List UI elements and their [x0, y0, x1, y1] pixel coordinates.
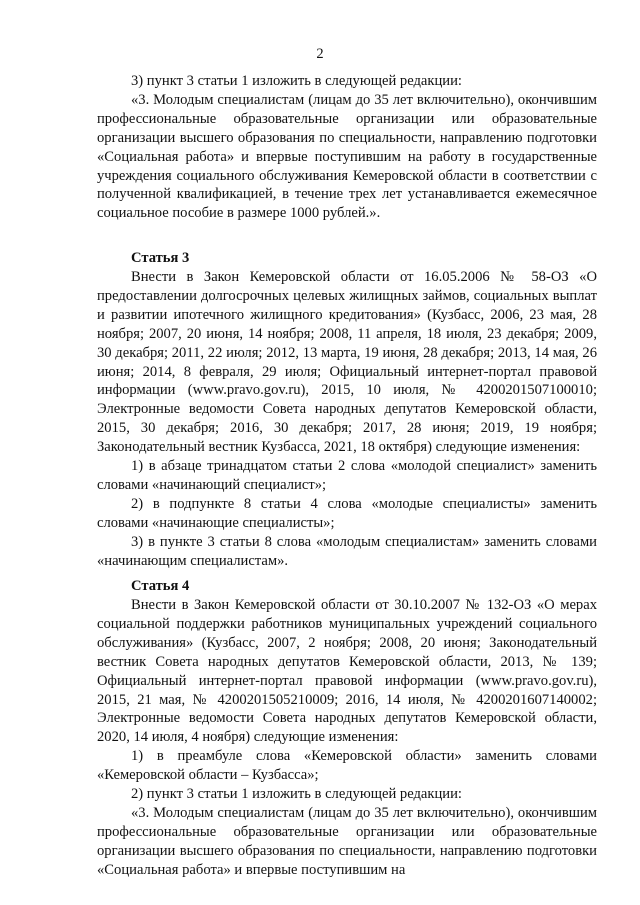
article-heading: Статья 4: [131, 578, 190, 594]
paragraph: 2) в подпункте 8 статьи 4 слова «молодые специалисты» заменить словами «начинающие специалисты»;: [97, 495, 597, 531]
paragraph: 2) пункт 3 статьи 1 изложить в следующей редакции:: [131, 786, 462, 803]
section-article-4: [97, 577, 597, 880]
paragraph: Внести в Закон Кемеровской области от 30.10.2007 № 132-ОЗ «О мерах социальной поддержки работников муниципальных учреждений социального обслуживания» (Кузбасс, 2007, 2 ноября; 2008, 20 июня; Законодательный вестник Совета народных депутатов Кемеровской области, 2013, № 139; Официальный интернет-портал правовой информации (www.pravo.gov.ru), 2015, 21 мая, № 4200201505210009; 2016, 14 июля, № 4200201607140002; Электронные ведомости Совета народных депутатов Кемеровской области, 2020, 14 июля, 4 ноября) следующие изменения:: [97, 597, 597, 746]
section-article-2-continuation: [97, 72, 597, 223]
paragraph: «3. Молодым специалистам (лицам до 35 лет включительно), окончившим профессиональные образовательные организации или образовательные организации высшего образования по специальности, направлению подготовки «Социальная работа» и впервые поступившим на работу в государственные учреждения социального обслуживания Кемеровской области в соответствии с полученной квалификацией, в течение трех лет устанавливается ежемесячное социальное пособие в размере 1000 рублей.».: [97, 91, 597, 222]
paragraph: 1) в преамбуле слова «Кемеровской области» заменить словами «Кемеровской области – Кузбасса»;: [97, 748, 597, 784]
paragraph: Внести в Закон Кемеровской области от 16.05.2006 № 58-ОЗ «О предоставлении долгосрочных целевых жилищных займов, социальных выплат и развитии ипотечного жилищного кредитования» (Кузбасс, 2006, 23 мая, 28 ноября; 2007, 20 июня, 14 ноября; 2008, 11 апреля, 18 июля, 23 декабря; 2009, 30 декабря; 2011, 22 июля; 2012, 13 марта, 19 июня, 28 декабря; 2013, 14 мая, 26 июня; 2014, 8 февраля, 29 июля; Официальный интернет-портал правовой информации (www.pravo.gov.ru), 2015, 10 июля, № 4200201507100010; Электронные ведомости Совета народных депутатов Кемеровской области, 2015, 30 декабря; 2016, 30 декабря; 2017, 28 июня; 2019, 19 ноября; Законодательный вестник Кузбасса, 2021, 18 октября) следующие изменения:: [97, 269, 597, 456]
paragraph: 3) в пункте 3 статьи 8 слова «молодым специалистам» заменить словами «начинающим специалистам».: [97, 533, 597, 569]
section-article-3: [97, 249, 597, 571]
paragraph: 1) в абзаце тринадцатом статьи 2 слова «молодой специалист» заменить словами «начинающий специалист»;: [97, 458, 597, 493]
page-number: 2: [316, 46, 324, 62]
article-heading: Статья 3: [131, 250, 190, 266]
paragraph: «3. Молодым специалистам (лицам до 35 лет включительно), окончившим профессиональные образовательные организации или образовательные организации высшего образования по специальности, направлению подготовки «Социальная работа» и впервые поступившим на: [97, 804, 597, 878]
paragraph: 3) пункт 3 статьи 1 изложить в следующей редакции:: [131, 73, 462, 89]
